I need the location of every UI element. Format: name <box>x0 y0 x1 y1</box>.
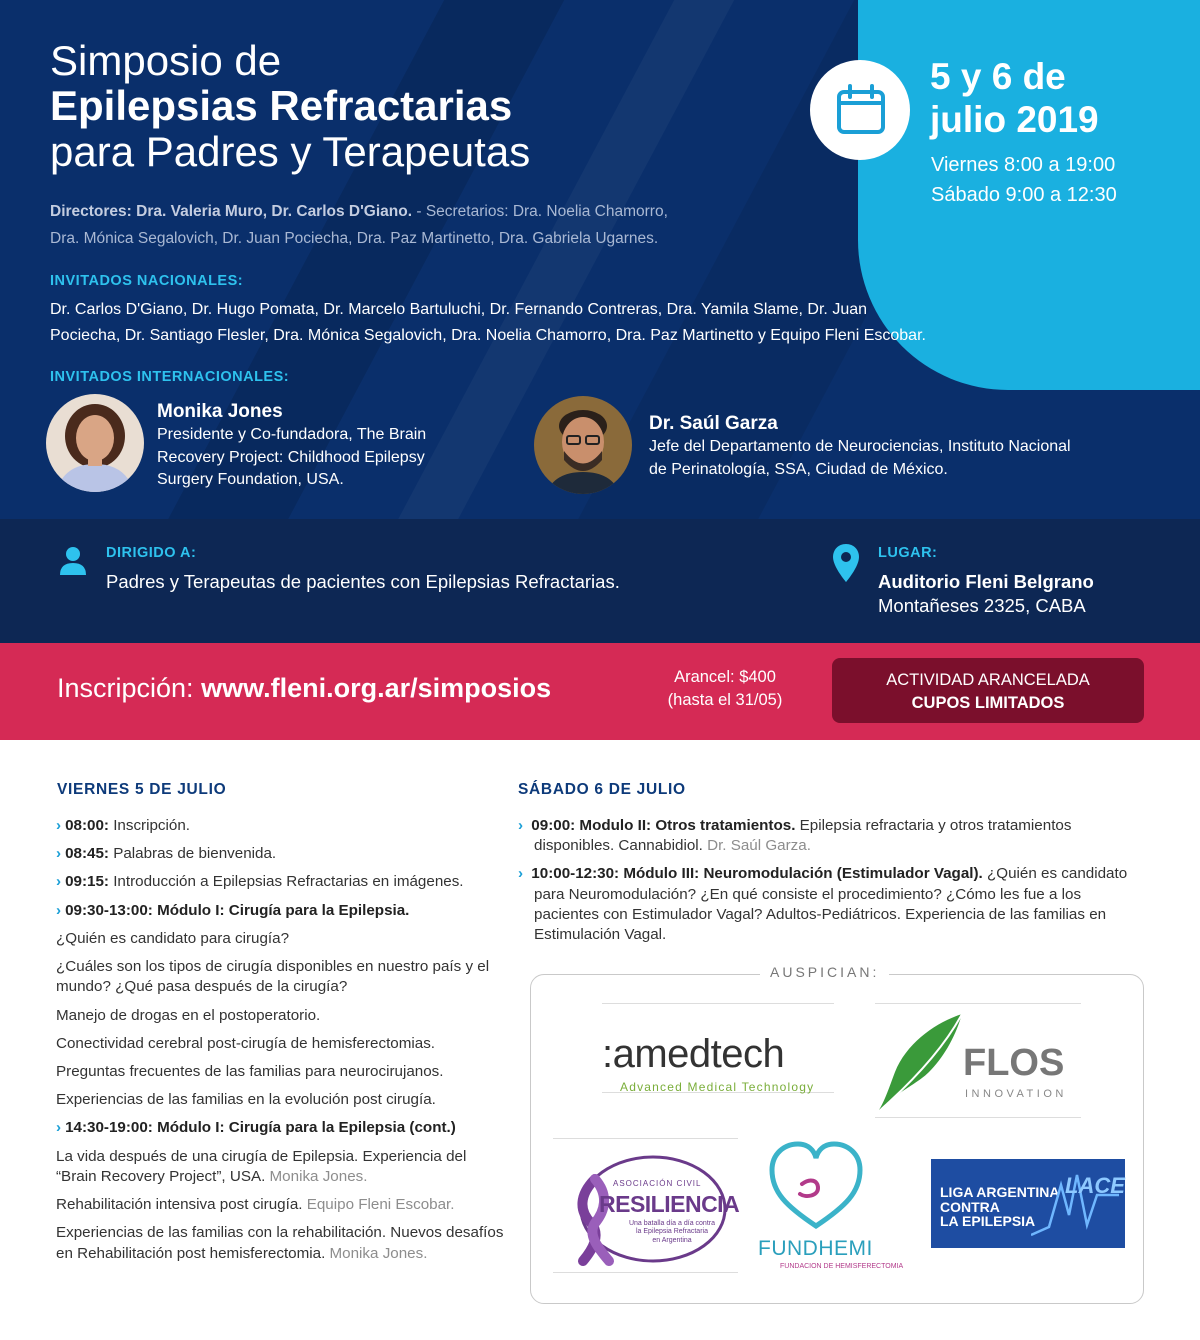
program-subitem <box>56 1223 506 1263</box>
saturday-heading: SÁBADO 6 DE JULIO <box>518 781 686 798</box>
program-item <box>56 844 506 864</box>
program-text: ¿Quién es candidato para Neuromodulación? ¿En qué consiste el procedimiento? ¿Cómo les fue a los pacientes con Estimulador Vagal? Adultos-Pediátricos. Experiencia de las familias en Estimulación Vagal. <box>534 865 1128 944</box>
chevron-right-icon: › <box>56 901 62 919</box>
program-subitem: Manejo de drogas en el postoperatorio. <box>56 1006 321 1024</box>
program-subitem: ¿Quién es candidato para cirugía? <box>56 929 290 947</box>
program-subitem: Preguntas frecuentes de las familias para neurocirujanos. <box>56 1062 444 1080</box>
badge-line-1: ACTIVIDAD ARANCELADA <box>886 671 1090 689</box>
chevron-right-icon: › <box>56 1119 62 1137</box>
directors-text <box>50 198 810 252</box>
guest-name: Dr. Saúl Garza <box>649 413 778 434</box>
venue-name: Auditorio Fleni Belgrano <box>878 571 1094 592</box>
program-subitem: Experiencias de las familias en la evolución post cirugía. <box>56 1091 436 1109</box>
tagline-line: la Epilepsia Refractaria <box>636 1228 708 1236</box>
audience-venue-band <box>0 519 1200 643</box>
program-subitem <box>56 1147 506 1187</box>
tagline-line: en Argentina <box>652 1236 692 1244</box>
registration-band <box>0 643 1200 740</box>
guest-desc-line: Jefe del Departamento de Neurociencias, Instituto Nacional <box>649 438 1071 455</box>
program-item <box>56 1118 506 1138</box>
liga-line: LIGA ARGENTINA <box>940 1184 1060 1200</box>
resiliencia-logo <box>553 1138 738 1273</box>
dirigido-text: Padres y Terapeutas de pacientes con Epilepsias Refractarias. <box>106 571 620 592</box>
friday-heading: VIERNES 5 DE JULIO <box>57 781 227 798</box>
tagline-line: Una batalla día a día contra <box>628 1220 715 1227</box>
hero-section <box>0 0 1200 520</box>
chevron-right-icon: › <box>518 817 524 834</box>
title-line-2: Epilepsias Refractarias <box>50 82 513 130</box>
guest-description <box>649 436 1071 481</box>
resiliencia-tagline <box>617 1220 727 1245</box>
program-text: Inscripción. <box>108 817 191 834</box>
registration-label: Inscripción: <box>57 673 194 703</box>
person-icon <box>58 545 88 575</box>
secretaries-line-1: Secretarios: Dra. Noelia Chamorro, <box>425 203 668 220</box>
badge-line-2: CUPOS LIMITADOS <box>911 694 1065 713</box>
fundhemi-tagline: FUNDACION DE HEMISFERECTOMIA <box>780 1263 904 1270</box>
event-hours <box>931 150 1117 210</box>
speaker-name: Dr. Saúl Garza. <box>702 837 811 855</box>
guest-desc-line: Recovery Project: Childhood Epilepsy <box>157 448 425 466</box>
fee-amount: Arancel: $400 <box>674 668 776 686</box>
event-date <box>930 56 1099 141</box>
hours-friday: Viernes 8:00 a 19:00 <box>931 154 1116 176</box>
flos-tagline: INNOVATION <box>965 1088 1067 1100</box>
liga-argentina-logo <box>931 1159 1125 1248</box>
calendar-icon <box>836 84 886 136</box>
date-line-1: 5 y 6 de <box>930 56 1066 97</box>
program-text: La vida después de una cirugía de Epilepsia. Experiencia del “Brain Recovery Project”, USA. <box>56 1147 467 1185</box>
avatar-monika-jones <box>46 394 144 492</box>
resiliencia-top-text: ASOCIACIÓN CIVIL <box>613 1179 702 1188</box>
fundhemi-logo <box>752 1140 914 1275</box>
internacionales-label: INVITADOS INTERNACIONALES: <box>50 369 290 385</box>
guest-name: Monika Jones <box>157 401 283 422</box>
title-line-1: Simposio de <box>50 37 282 84</box>
chevron-right-icon: › <box>518 865 524 883</box>
guest-desc-line: Surgery Foundation, USA. <box>157 471 344 489</box>
program-item <box>518 864 1143 945</box>
program-time: 09:00: Modulo II: Otros tratamientos. <box>531 817 796 834</box>
lace-wordmark: LACE <box>1065 1173 1125 1198</box>
fundhemi-wordmark: FUNDHEMI <box>758 1237 873 1260</box>
program-item <box>56 901 506 921</box>
program-subitem: Conectividad cerebral post-cirugía de hemisferectomias. <box>56 1034 436 1052</box>
program-time: 09:30-13:00: Módulo I: Cirugía para la Epilepsia. <box>65 901 410 919</box>
program-time: 14:30-19:00: Módulo I: Cirugía para la Epilepsia (cont.) <box>65 1119 456 1137</box>
liga-line: LA EPILEPSIA <box>940 1213 1036 1230</box>
date-line-2: julio 2019 <box>930 98 1099 140</box>
hours-saturday: Sábado 9:00 a 12:30 <box>931 184 1117 206</box>
nacionales-line-1: Dr. Carlos D'Giano, Dr. Hugo Pomata, Dr. Marcelo Bartuluchi, Dr. Fernando Contreras, Dra. Yamila Slame, Dr. Juan <box>50 301 868 318</box>
resiliencia-wordmark: RESILIENCIA <box>599 1191 740 1217</box>
nacionales-label: INVITADOS NACIONALES: <box>50 273 244 289</box>
program-text: Introducción a Epilepsias Refractarias en imágenes. <box>108 873 464 891</box>
program-item <box>56 816 506 836</box>
program-subitem <box>56 1195 506 1215</box>
lugar-label: LUGAR: <box>878 545 938 561</box>
program-time: 08:00: <box>65 817 109 834</box>
saturday-program <box>518 816 1143 953</box>
title-line-3: para Padres y Terapeutas <box>50 127 531 175</box>
fee-deadline: (hasta el 31/05) <box>667 691 783 710</box>
location-pin-icon <box>833 544 859 582</box>
program-text: Epilepsia refractaria y otros tratamientos disponibles. Cannabidiol. <box>534 817 1072 855</box>
dirigido-label: DIRIGIDO A: <box>106 545 197 561</box>
amedtech-wordmark: :amedtech <box>602 1032 785 1076</box>
directors-label: Directores: Dra. Valeria Muro, Dr. Carlos D'Giano. <box>50 203 413 220</box>
program-time: 08:45: <box>65 845 109 863</box>
program-text: Palabras de bienvenida. <box>108 845 277 863</box>
program-subitem: ¿Cuáles son los tipos de cirugía disponibles en nuestro país y el mundo? ¿Qué pasa después de la cirugía? <box>56 958 490 996</box>
chevron-right-icon: › <box>56 873 62 891</box>
nacionales-list <box>50 297 1050 348</box>
fee-info <box>650 666 800 712</box>
guest-description <box>157 424 426 492</box>
paid-activity-badge <box>832 658 1144 723</box>
secretaries-line-2: Dra. Mónica Segalovich, Dr. Juan Pociecha, Dra. Paz Martinetto, Dra. Gabriela Ugarnes. <box>50 230 659 248</box>
program-text: Experiencias de las familias con la rehabilitación. Nuevos desafíos en Rehabilitación post hemisferectomia. <box>56 1224 504 1262</box>
guest-desc-line: de Perinatología, SSA, Ciudad de México. <box>649 460 948 478</box>
amedtech-tagline: Advanced Medical Technology <box>620 1080 815 1094</box>
registration-text <box>57 673 551 704</box>
speaker-name: Monika Jones. <box>265 1167 368 1185</box>
registration-url[interactable]: www.fleni.org.ar/simposios <box>201 673 552 703</box>
calendar-badge <box>810 60 910 160</box>
chevron-right-icon: › <box>56 845 62 863</box>
liga-line: CONTRA <box>940 1198 1000 1215</box>
program-text: Rehabilitación intensiva post cirugía. <box>56 1196 303 1214</box>
page-title <box>50 38 530 174</box>
nacionales-line-2: Pociecha, Dr. Santiago Flesler, Dra. Mónica Segalovich, Dra. Noelia Chamorro, Dra. Paz Martinetto y Equipo Fleni Escobar. <box>50 326 926 344</box>
program-time: 09:15: <box>65 873 109 891</box>
program-item <box>56 872 506 892</box>
program-time: 10:00-12:30: Módulo III: Neuromodulación (Estimulador Vagal). <box>531 865 983 883</box>
heart-icon <box>766 1140 866 1230</box>
guest-desc-line: Presidente y Co-fundadora, The Brain <box>157 426 427 443</box>
leaf-icon <box>877 1012 967 1112</box>
amedtech-logo <box>602 1003 834 1093</box>
friday-program <box>56 816 506 1272</box>
program-item <box>518 816 1143 856</box>
flos-logo <box>875 1003 1081 1118</box>
venue-address: Montañeses 2325, CABA <box>878 595 1086 616</box>
speaker-name: Equipo Fleni Escobar. <box>302 1196 455 1214</box>
speaker-name: Monika Jones. <box>325 1244 428 1262</box>
avatar-saul-garza <box>534 396 632 494</box>
flos-wordmark: FLOS <box>963 1042 1065 1084</box>
sponsors-title: AUSPICIAN: <box>760 964 889 980</box>
chevron-right-icon: › <box>56 817 62 834</box>
separator: - <box>412 203 426 220</box>
